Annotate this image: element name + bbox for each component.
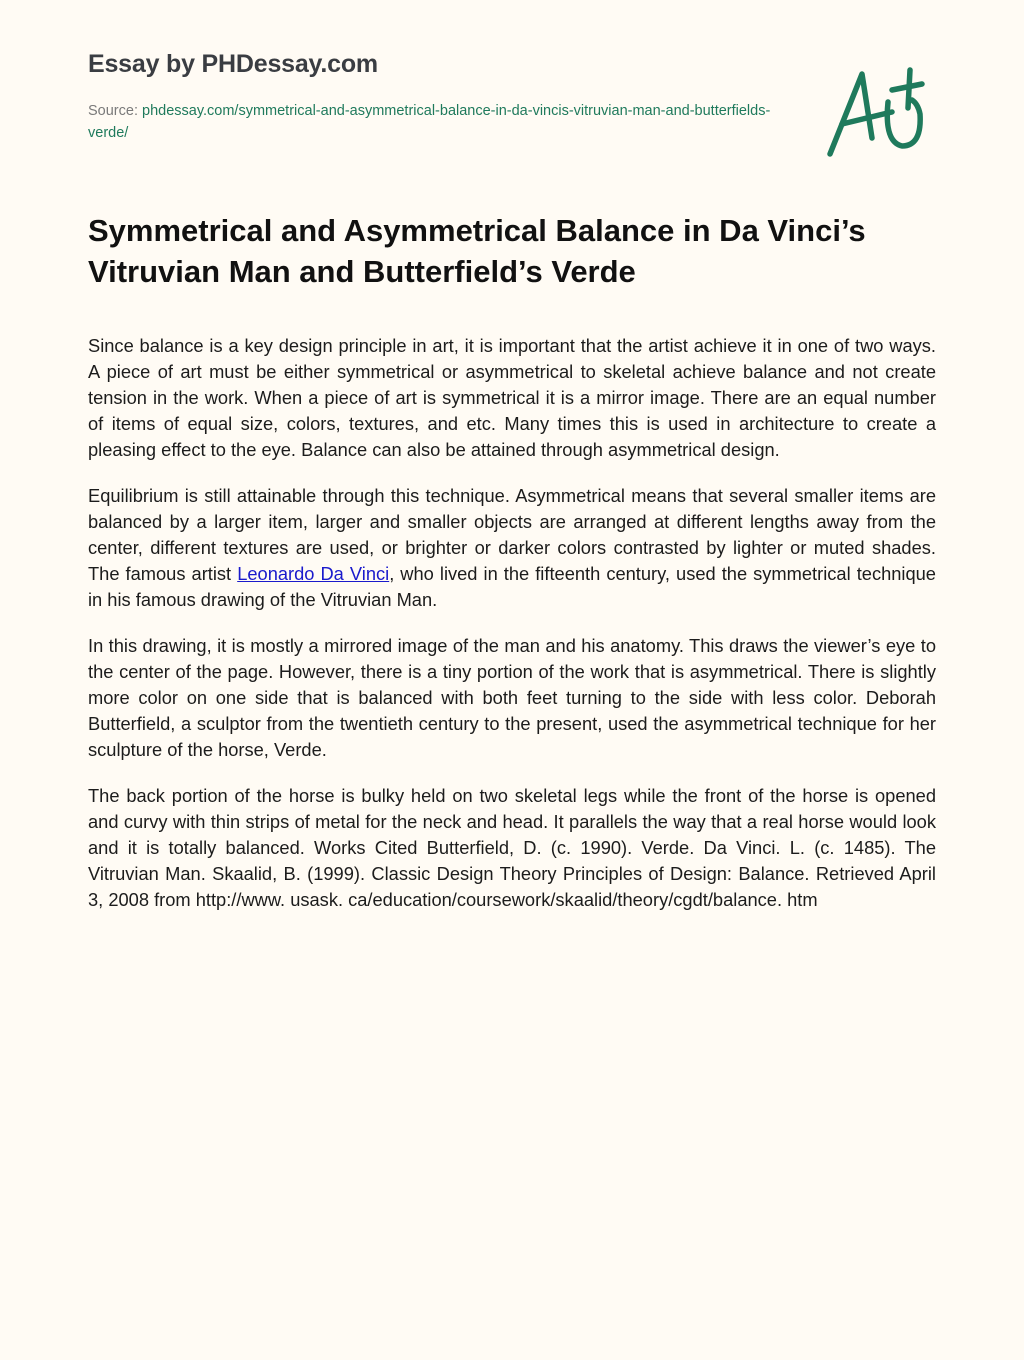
paragraph-2-text-end: , who lived in the fifteenth century, used the symmetrical technique in his famous drawing of the Vitruvian Man. — [88, 563, 936, 610]
source-label: Source: — [88, 103, 138, 119]
essay-body — [88, 333, 936, 933]
paragraph-4: The back portion of the horse is bulky held on two skeletal legs while the front of the horse is opened and curvy with thin strips of metal for the neck and head. It parallels the way that a real horse would look and it is totally balanced. Works Cited Butterfield, D. (c. 1990). Verde. Da Vinci. L. (c. 1485). The Vitruvian Man. Skaalid, B. (1999). Classic Design Theory Principles of Design: Balance. Retrieved April 3, 2008 from http://www. usask. ca/education/coursework/skaalid/theory/cgdt/balance. htm — [88, 785, 936, 910]
essay-title: Symmetrical and Asymmetrical Balance in Da Vinci’s Vitruvian Man and Butterfield’s Verde — [88, 213, 866, 289]
paragraph-3: In this drawing, it is mostly a mirrored image of the man and his anatomy. This draws the viewer’s eye to the center of the page. However, there is a tiny portion of the work that is asymmetrical. There is slightly more color on one side that is balanced with both feet turning to the side with less color. Deborah Butterfield, a sculptor from the twentieth century to the present, used the asymmetrical technique for her sculpture of the horse, Verde. — [88, 635, 936, 760]
site-title: Essay by PHDessay.com — [88, 50, 378, 78]
source-link[interactable]: phdessay.com/symmetrical-and-asymmetrical-balance-in-da-vincis-vitruvian-man-and-butterfields-verde/ — [88, 103, 771, 141]
paragraph-1: Since balance is a key design principle in art, it is important that the artist achieve it in one of two ways. A piece of art must be either symmetrical or asymmetrical to skeletal achieve balance and not create tension in the work. When a piece of art is symmetrical it is a mirror image. There are an equal number of items of equal size, colors, textures, and etc. Many times this is used in architecture to create a pleasing effect to the eye. Balance can also be attained through asymmetrical design. — [88, 335, 936, 460]
leonardo-da-vinci-link[interactable]: Leonardo Da Vinci — [237, 563, 390, 584]
a-plus-logo-icon — [822, 62, 932, 162]
source-line — [88, 100, 788, 144]
paragraph-2-text: Equilibrium is still attainable through this technique. Asymmetrical means that several smaller items are balanced by a larger item, larger and smaller objects are arranged at different lengths away from the center, different textures are used, or brighter or darker colors contrasted by lighter or muted shades. The famous artist — [88, 485, 936, 584]
paragraph-2 — [88, 483, 936, 613]
